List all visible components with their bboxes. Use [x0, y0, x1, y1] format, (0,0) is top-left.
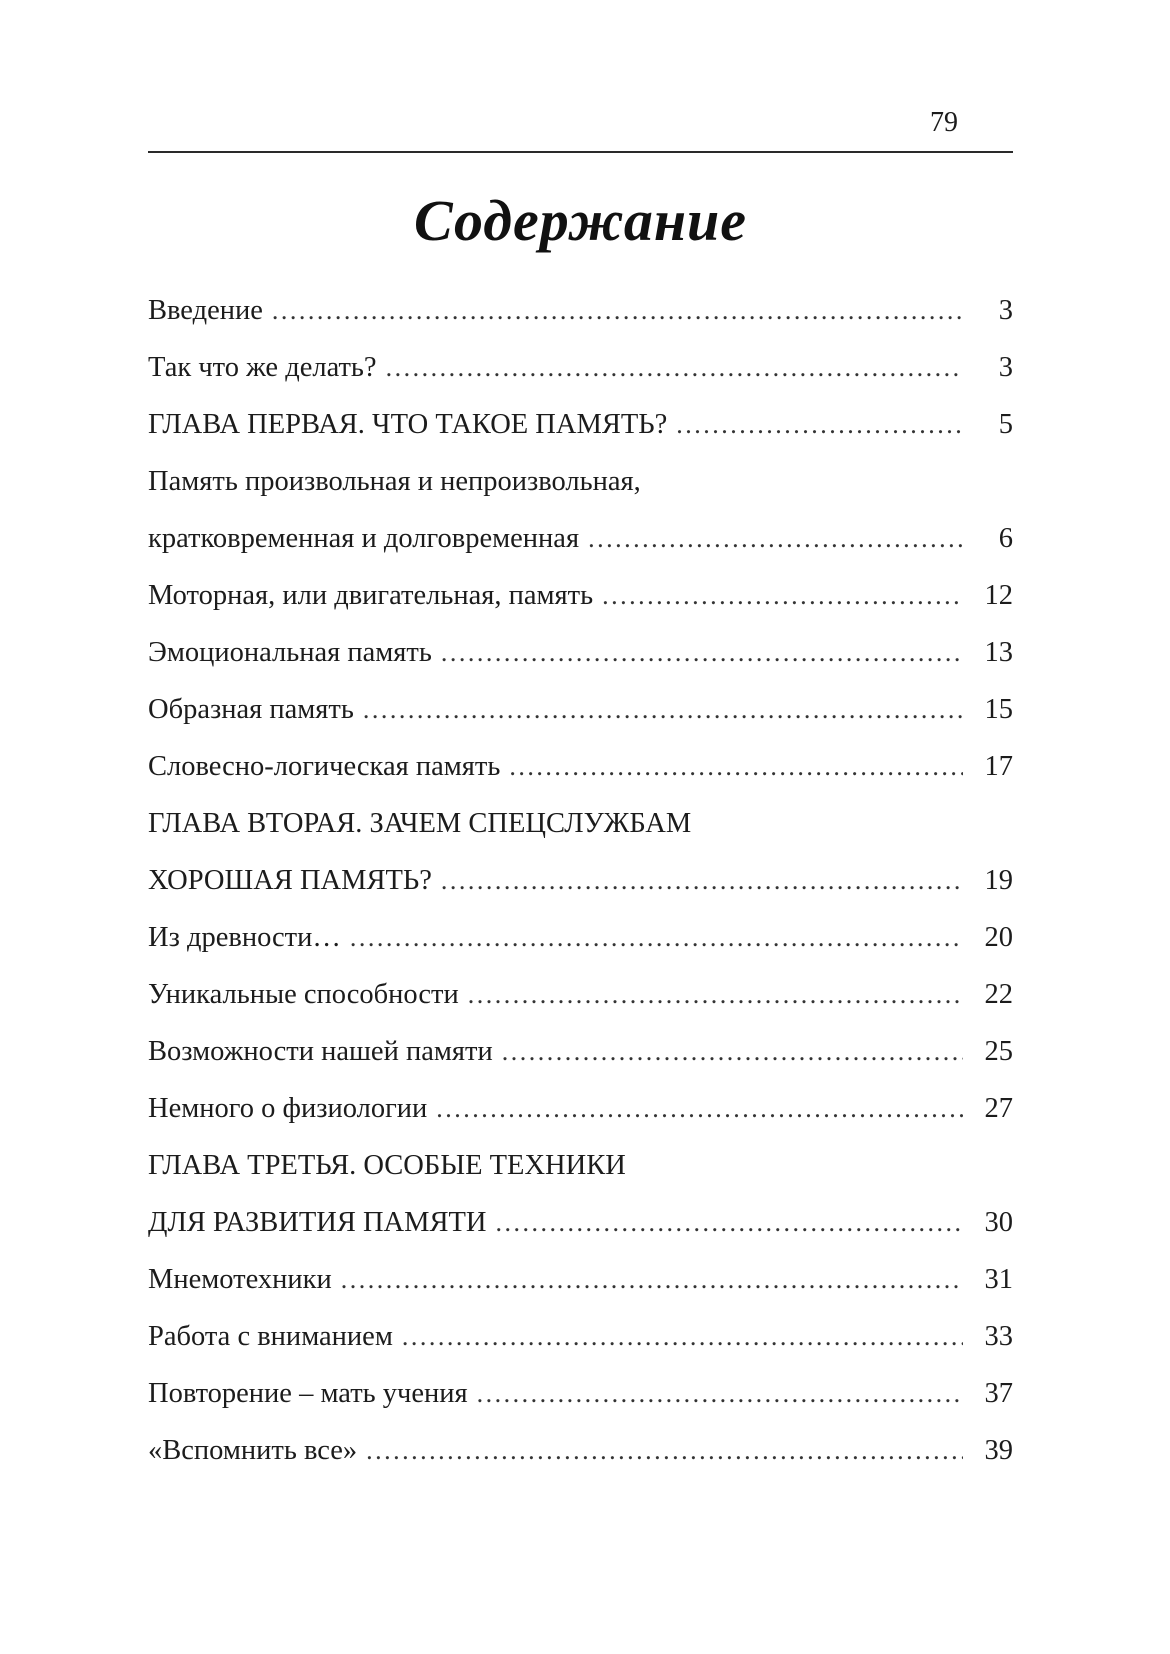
dot-leader [509, 738, 963, 795]
dot-leader [468, 966, 963, 1023]
toc-entry-page: 17 [984, 750, 1013, 782]
toc-entry-page: 30 [984, 1206, 1013, 1238]
toc-entry-line [148, 624, 1013, 681]
toc-entry-page: 6 [998, 522, 1013, 554]
dot-leader [366, 1422, 963, 1479]
toc-entry-text: Работа с вниманием [148, 1320, 393, 1352]
dot-leader [495, 1194, 963, 1251]
toc-entry-text: Моторная, или двигательная, память [148, 579, 594, 611]
toc-entry-page: 25 [984, 1035, 1013, 1067]
toc-entry-line [148, 510, 1013, 567]
dot-leader [386, 339, 963, 396]
toc-entry-line [148, 567, 1013, 624]
toc-entry-line [148, 396, 1013, 453]
dot-leader [402, 1308, 963, 1365]
dot-leader [363, 681, 963, 738]
toc-entry-page: 33 [984, 1320, 1013, 1352]
toc-entry-page: 39 [984, 1434, 1013, 1466]
toc-entry-text: Словесно-логическая память [148, 750, 501, 782]
toc-entry-text: ХОРОШАЯ ПАМЯТЬ? [148, 864, 432, 896]
toc-entry-line [148, 966, 1013, 1023]
toc-entry-text: кратковременная и долговременная [148, 522, 580, 554]
toc-list [148, 282, 1013, 1479]
toc-entry-text: «Вспомнить все» [148, 1434, 358, 1466]
header-rule [148, 151, 1013, 153]
toc-entry-line [148, 1080, 1013, 1137]
toc-entry-page: 3 [998, 351, 1013, 383]
toc-entry-line [148, 1023, 1013, 1080]
toc-entry-text: ГЛАВА ВТОРАЯ. ЗАЧЕМ СПЕЦСЛУЖБАМ [148, 807, 692, 839]
dot-leader [602, 567, 963, 624]
dot-leader [441, 852, 963, 909]
toc-entry-text: Память произвольная и непроизвольная, [148, 465, 641, 497]
toc-entry-page: 20 [984, 921, 1013, 953]
toc-entry-text: Немного о физиологии [148, 1092, 428, 1124]
toc-entry-text: Эмоциональная память [148, 636, 432, 668]
toc-entry-text: ДЛЯ РАЗВИТИЯ ПАМЯТИ [148, 1206, 487, 1238]
toc-entry-page: 12 [984, 579, 1013, 611]
toc-entry-line [148, 282, 1013, 339]
toc-entry-line [148, 795, 1013, 852]
toc-entry-line [148, 1251, 1013, 1308]
dot-leader [436, 1080, 963, 1137]
toc-entry-line [148, 1365, 1013, 1422]
toc-title: Содержание [413, 187, 748, 253]
toc-entry-line [148, 909, 1013, 966]
dot-leader [502, 1023, 963, 1080]
toc-entry-text: Из древности… [148, 921, 341, 953]
toc-entry-page: 22 [984, 978, 1013, 1010]
page-number: 79 [930, 107, 958, 138]
toc-entry-text: Уникальные способности [148, 978, 459, 1010]
toc-entry-page: 37 [984, 1377, 1013, 1409]
toc-entry-line [148, 453, 1013, 510]
toc-entry-line [148, 339, 1013, 396]
toc-entry-line [148, 1194, 1013, 1251]
toc-entry-text: Возможности нашей памяти [148, 1035, 493, 1067]
dot-leader [350, 909, 963, 966]
dot-leader [588, 510, 963, 567]
toc-entry-line [148, 681, 1013, 738]
toc-entry-line [148, 738, 1013, 795]
dot-leader [272, 282, 963, 339]
dot-leader [477, 1365, 963, 1422]
toc-entry-text: Мнемотехники [148, 1263, 332, 1295]
toc-entry-line [148, 1422, 1013, 1479]
toc-entry-text: ГЛАВА ПЕРВАЯ. ЧТО ТАКОЕ ПАМЯТЬ? [148, 408, 668, 440]
toc-entry-page: 13 [984, 636, 1013, 668]
toc-entry-text: Образная память [148, 693, 354, 725]
toc-entry-page: 19 [984, 864, 1013, 896]
toc-entry-text: Так что же делать? [148, 351, 377, 383]
dot-leader [441, 624, 963, 681]
toc-entry-text: Введение [148, 294, 263, 326]
toc-entry-line [148, 1137, 1013, 1194]
dot-leader [341, 1251, 963, 1308]
toc-entry-page: 5 [998, 408, 1013, 440]
toc-entry-text: ГЛАВА ТРЕТЬЯ. ОСОБЫЕ ТЕХНИКИ [148, 1149, 626, 1181]
toc-entry-page: 27 [984, 1092, 1013, 1124]
dot-leader [676, 396, 963, 453]
toc-entry-line [148, 1308, 1013, 1365]
toc-entry-page: 31 [984, 1263, 1013, 1295]
toc-entry-line [148, 852, 1013, 909]
toc-entry-page: 15 [984, 693, 1013, 725]
toc-entry-page: 3 [998, 294, 1013, 326]
toc-entry-text: Повторение – мать учения [148, 1377, 468, 1409]
